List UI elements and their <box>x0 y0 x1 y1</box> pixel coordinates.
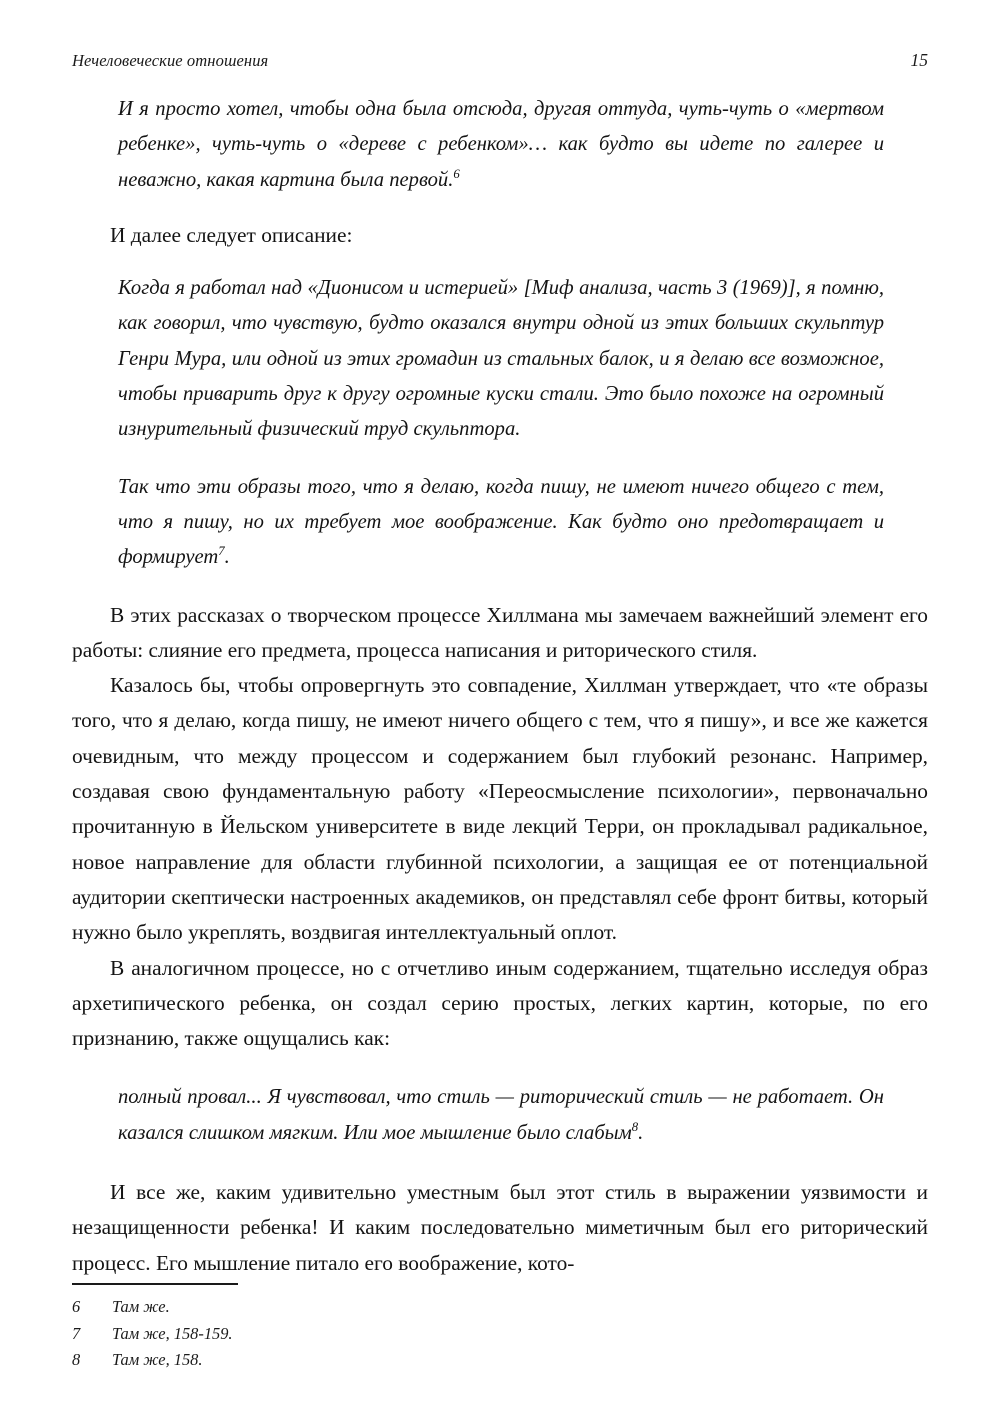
footnote-number: 7 <box>72 1323 81 1343</box>
block-quote-1-text: И я просто хотел, чтобы одна была отсюда, другая оттуда, чуть-чуть о «мертвом ребенке», чуть-чуть о «дереве с ребенком»… как будто вы идете по галерее и неважно, какая картина была первой. <box>118 98 884 191</box>
body-paragraph-4: И все же, каким удивительно уместным был этот стиль в выражении уязвимости и незащищенности ребенка! И каким последовательно миметичным был его риторический процесс. Его мышление питало его воображение, кото- <box>72 1180 928 1275</box>
footnote-number: 6 <box>72 1297 81 1316</box>
footnote-text: Там же, 158. <box>112 1350 203 1369</box>
running-head-title: Нечеловеческие отношения <box>72 51 269 70</box>
footnote-ref-6[interactable]: 6 <box>453 166 460 181</box>
block-quote-3-tail: . <box>224 546 230 569</box>
body-paragraph-2: Казалось бы, чтобы опровергнуть это совпадение, Хиллман утверждает, что «те образы того, что я делаю, когда пишу, не имеют ничего общего с тем, что я пишу», и все же кажется очевидным, что между процессом и содержанием был глубокий резонанс. Например, создавая свою фундаментальную работу «Переосмысление психологии», первоначально прочитанную в Йельском университете в виде лекций Терри, он прокладывал радикальное, новое направление для области глубинной психологии, а защищая ее от потенциальной аудитории скептически настроенных академиков, он представлял себе фронт битвы, который нужно было укреплять, воздвигая интеллектуальный оплот. <box>72 673 928 945</box>
lead-in-paragraph: И далее следует описание: <box>110 222 353 247</box>
footnotes-section <box>72 1283 928 1374</box>
footnote-text: Там же, 158-159. <box>112 1323 233 1343</box>
page-number: 15 <box>910 50 928 70</box>
block-quote-2: Когда я работал над «Дионисом и истерией» [Миф анализа, часть 3 (1969)], я помню, как говорил, что чувствую, будто оказался внутри одной из этих больших скульптур Генри Мура, или одной из этих громадин из стальных балок, и я делаю все возможное, чтобы приварить друг к другу огромные куски стали. Это было похоже на огромный изнурительный физический труд скульптора. <box>118 277 884 441</box>
running-header <box>72 50 928 76</box>
block-quote-4-text: полный провал... Я чувствовал, что стиль — риторический стиль — не работает. Он казался слишком мягким. Или мое мышление было слабым <box>118 1086 884 1144</box>
block-quote-3-text: Так что эти образы того, что я делаю, когда пишу, не имеют ничего общего с тем, что я пишу, но их требует мое воображение. Как будто оно предотвращает и формирует <box>118 475 884 569</box>
block-quote-1 <box>118 92 884 198</box>
footnote-text: Там же. <box>112 1297 170 1316</box>
footnote-ref-8[interactable]: 8 <box>631 1119 639 1134</box>
footnote-ref-7[interactable]: 7 <box>218 544 225 559</box>
body-paragraph-3: В аналогичном процессе, но с отчетливо иным содержанием, тщательно исследуя образ архетипического ребенка, он создал серию простых, легких картин, которые, по его признанию, также ощущались как: <box>72 955 928 1051</box>
block-quote-4 <box>118 1080 884 1151</box>
footnote-number: 8 <box>72 1350 81 1369</box>
block-quote-4-tail: . <box>638 1121 644 1144</box>
footnote-item <box>72 1321 928 1348</box>
block-quote-3 <box>118 470 884 576</box>
footnote-item <box>72 1294 928 1321</box>
text-column <box>72 92 928 1281</box>
footnote-separator-rule <box>72 1283 238 1285</box>
footnote-item <box>72 1347 928 1374</box>
body-paragraph-1: В этих рассказах о творческом процессе Хиллмана мы замечаем важнейший элемент его работы: слияние его предмета, процесса написания и риторического стиля. <box>72 602 928 662</box>
